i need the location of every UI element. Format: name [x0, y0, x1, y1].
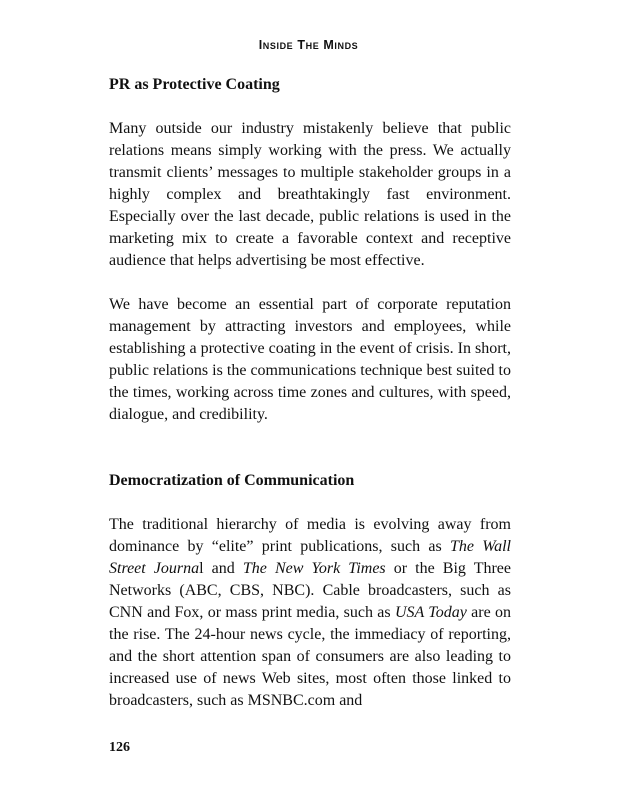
publication-title: USA Today: [394, 604, 467, 621]
section-heading: PR as Protective Coating: [109, 76, 280, 93]
paragraph-text: l and: [199, 560, 243, 577]
body-paragraph: Many outside our industry mistakenly believe that public relations means simply working with the press. We actually transmit clients’ messages to multiple stakeholder groups in a highly complex and breathtakingly fast environment. Especially over the last decade, public relations is used in the marketing mix to create a favorable context and receptive audience that helps advertising be most effective.: [109, 120, 511, 269]
page-number: 126: [109, 740, 130, 755]
publication-title: The New York Times: [242, 560, 386, 577]
running-head: Inside The Minds: [258, 38, 359, 52]
publication-title: The Wall Street Journa: [109, 538, 511, 577]
body-paragraph: We have become an essential part of corporate reputation management by attracting investors and employees, while establishing a protective coating in the event of crisis. In short, public relations is the communications technique best suited to the times, working across time zones and cultures, with speed, dialogue, and credibility.: [109, 296, 511, 423]
paragraph-text: or the Big Three Networks (ABC, CBS, NBC). Cable broadcasters, such as CNN and Fox, or mass print media, such as: [109, 560, 511, 621]
body-paragraph: [109, 514, 511, 712]
page-body: [109, 70, 511, 712]
section-heading: Democratization of Communication: [109, 472, 355, 489]
paragraph-text: The traditional hierarchy of media is evolving away from dominance by “elite” print publications, such as: [109, 516, 511, 555]
paragraph-text: are on the rise. The 24-hour news cycle, the immediacy of reporting, and the short attention span of consumers are also leading to increased use of news Web sites, most often those linked to broadcasters, such as MSNBC.com and: [109, 604, 511, 709]
